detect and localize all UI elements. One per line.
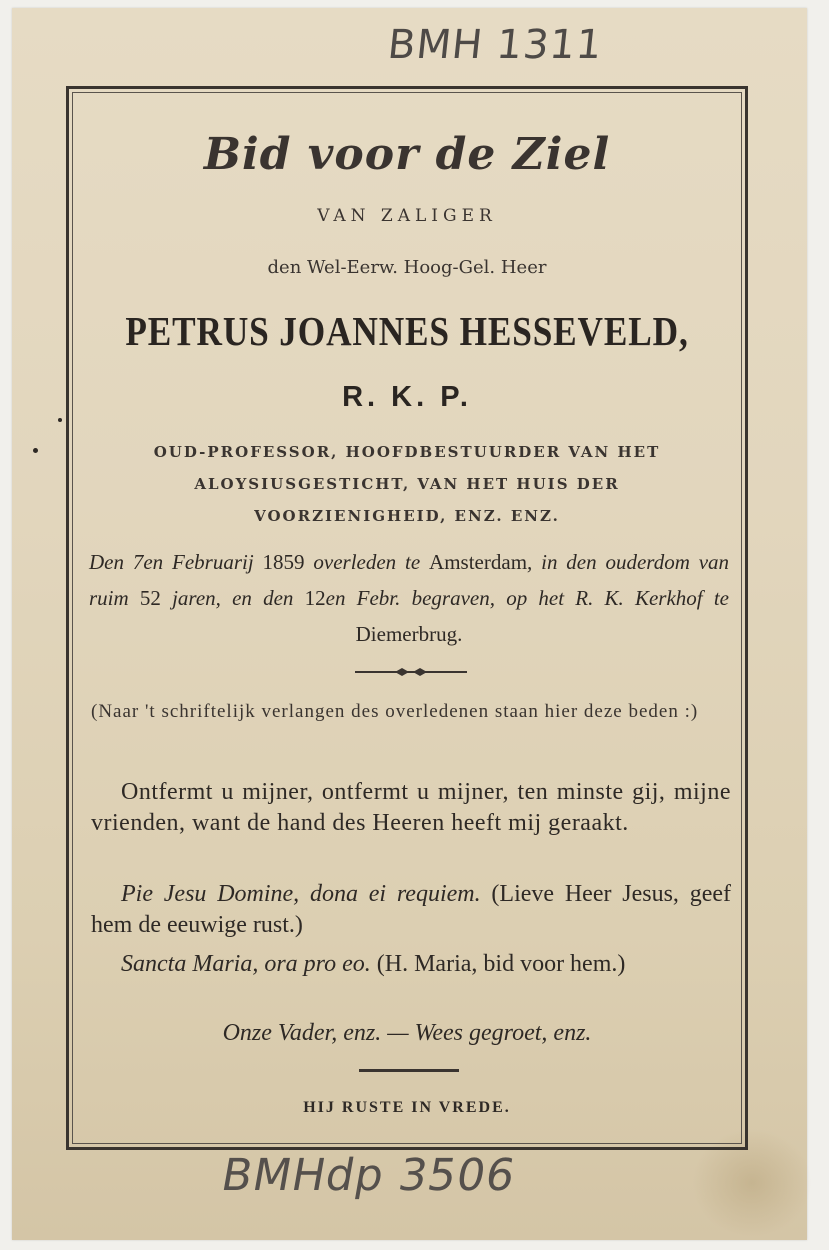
request-note: (Naar 't schriftelijk verlangen des overledenen staan hier deze beden :) — [91, 701, 699, 722]
office-line: ALOYSIUSGESTICHT, VAN HET HUIS DER — [194, 475, 620, 493]
catalog-number-bottom: BMHdp 3506 — [217, 1150, 520, 1201]
ink-speck — [58, 418, 62, 422]
ornament-divider — [355, 665, 467, 679]
closing-line: HIJ RUSTE IN VREDE. — [303, 1099, 511, 1116]
card-frame — [66, 86, 748, 1150]
burial-day: 12 — [304, 586, 326, 610]
death-text: overleden te — [313, 550, 421, 574]
prayer-dutch: (H. Maria, bid voor hem.) — [376, 951, 626, 977]
death-age: 52 — [139, 586, 161, 610]
death-text: en Febr. begraven, op het R. K. Kerkhof te — [325, 586, 729, 610]
prayer-ontfermt: Ontfermt u mijner, ontfermt u mijner, ten minste gij, mijne vrienden, want de hand des Heeren heeft mij geraakt. — [91, 779, 731, 836]
death-year: 1859 — [262, 550, 305, 574]
prayer-latin: Sancta Maria, ora pro eo. — [121, 951, 371, 977]
prayer-dutch: (Lieve Heer Jesus, geef hem de eeuwige rust.) — [91, 881, 732, 938]
death-text: jaren, en den — [172, 586, 294, 610]
death-text: , in den ouderdom van ruim — [89, 550, 730, 610]
death-notice — [89, 544, 729, 652]
prayer-latin: Pie Jesu Domine, dona ei requiem. — [121, 881, 481, 907]
death-place: Amsterdam — [429, 550, 528, 574]
card-title: Bid voor de Ziel — [203, 129, 611, 180]
catalog-number-top: BMH 1311 — [385, 22, 605, 68]
closing-rule — [359, 1069, 459, 1072]
prayer-onze-vader: Onze Vader, enz. — Wees gegroet, enz. — [222, 1020, 592, 1046]
rkp-line: R. K. P. — [342, 381, 472, 413]
prayer-sancta-maria — [91, 949, 731, 980]
ink-speck — [33, 448, 38, 453]
office-block — [69, 436, 745, 532]
death-text: Den 7en Februarij — [89, 550, 254, 574]
office-line: VOORZIENIGHEID, ENZ. ENZ. — [254, 507, 560, 525]
honorific-line: den Wel-Eerw. Hoog-Gel. Heer — [267, 257, 547, 278]
office-line: OUD-PROFESSOR, HOOFDBESTUURDER VAN HET — [153, 443, 661, 461]
deceased-name: PETRUS JOANNES HESSEVELD, — [125, 308, 689, 354]
van-zaliger-line: VAN ZALIGER — [317, 206, 497, 226]
prayer-pie-jesu — [91, 879, 731, 941]
burial-place: Diemerbrug. — [355, 622, 463, 646]
